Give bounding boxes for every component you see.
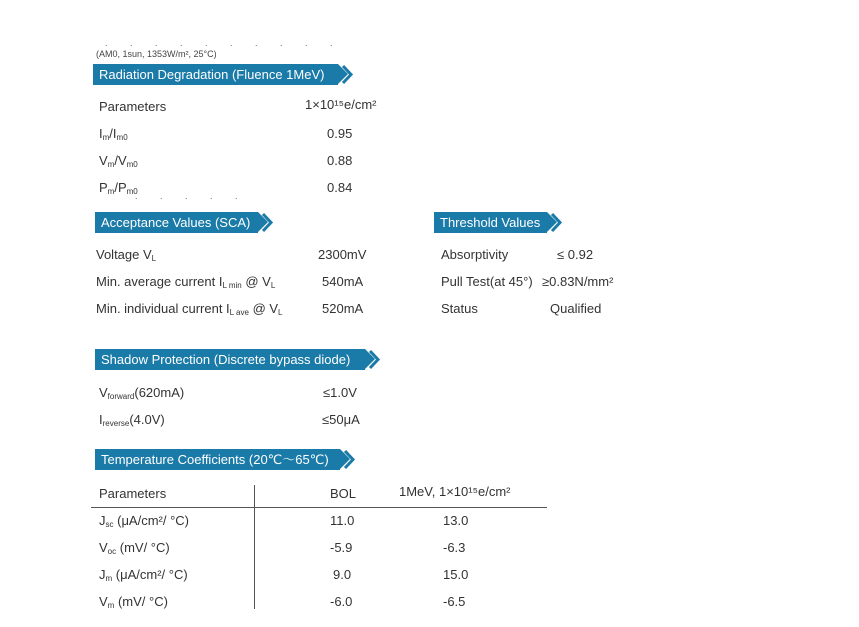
shadow-row-value: ≤1.0V: [323, 385, 357, 400]
threshold-row-label: Absorptivity: [441, 247, 509, 262]
threshold-row-label: Status: [441, 301, 478, 316]
acceptance-row-label: Min. individual current $I_{L ave}$ @ $V_L$: [96, 301, 283, 317]
radiation-title: Radiation Degradation (Fluence 1MeV): [93, 64, 338, 85]
radiation-row-value: 0.88: [327, 153, 353, 168]
temp-row-mev: 13.0: [443, 513, 469, 528]
temp-row-bol: -6.0: [330, 594, 353, 609]
shadow-row-value: ≤50μA: [322, 412, 360, 427]
threshold-header: [434, 212, 574, 233]
acceptance-row-label: Voltage $V_L$: [96, 247, 157, 263]
temp-row-label: $V_{oc}$ (mV/ °C): [99, 540, 170, 556]
radiation-row-value: 0.84: [327, 180, 353, 195]
double-chevron-icon: [343, 449, 359, 470]
radiation-value-header: 1×10¹⁵e/cm²: [305, 97, 377, 112]
threshold-row-label: Pull Test(at 45°): [441, 274, 533, 289]
table-divider-horizontal: [91, 507, 547, 508]
temp-header-bol: BOL: [330, 486, 357, 501]
temp-header-mev: 1MeV, 1×10¹⁵e/cm²: [399, 484, 511, 499]
temp-header-param: Parameters: [99, 486, 167, 501]
threshold-row-value: ≥0.83N/mm²: [542, 274, 614, 289]
shadow-header: [95, 349, 395, 370]
temp-row-mev: -6.3: [443, 540, 466, 555]
temp-row-bol: 9.0: [333, 567, 352, 582]
top-dots: . . . . . . . . . .: [105, 38, 343, 48]
acceptance-header: [95, 212, 285, 233]
radiation-header: [93, 64, 358, 85]
threshold-title: Threshold Values: [434, 212, 547, 233]
radiation-row-label: $P_m/P_{m0}$: [99, 180, 138, 196]
double-chevron-icon: [550, 212, 566, 233]
radiation-row-value: 0.95: [327, 126, 353, 141]
radiation-row-label: $I_m/I_{m0}$: [99, 126, 128, 142]
temperature-header: [95, 449, 370, 470]
radiation-param-header: Parameters: [99, 99, 167, 114]
temp-row-label: $J_m$ (μA/cm²/ °C): [99, 567, 188, 583]
double-chevron-icon: [368, 349, 384, 370]
acceptance-row-value: 540mA: [322, 274, 364, 289]
acceptance-row-value: 2300mV: [318, 247, 367, 262]
shadow-row-label: $V_{forward}(620mA)$: [99, 385, 185, 401]
threshold-row-value: ≤ 0.92: [557, 247, 594, 262]
radiation-row-label: $V_m/V_{m0}$: [99, 153, 138, 169]
double-chevron-icon: [341, 64, 357, 85]
condition-note: (AM0, 1sun, 1353W/m², 25°C): [96, 49, 217, 59]
acceptance-row-value: 520mA: [322, 301, 364, 316]
temperature-title: Temperature Coefficients (20℃～65℃): [95, 449, 340, 470]
temp-row-label: $V_m$ (mV/ °C): [99, 594, 168, 610]
radiation-dots: . . . . .: [135, 191, 248, 201]
temp-row-mev: 15.0: [443, 567, 469, 582]
acceptance-row-label: Min. average current $I_{L min}$ @ $V_L$: [96, 274, 276, 290]
acceptance-title: Acceptance Values (SCA): [95, 212, 258, 233]
temp-row-mev: -6.5: [443, 594, 466, 609]
shadow-row-label: $I_{reverse}(4.0V)$: [99, 412, 165, 428]
double-chevron-icon: [261, 212, 277, 233]
temp-row-bol: -5.9: [330, 540, 353, 555]
temp-row-label: $J_{sc}$ (μA/cm²/ °C): [99, 513, 190, 529]
table-divider-vertical: [254, 485, 255, 609]
shadow-title: Shadow Protection (Discrete bypass diode): [95, 349, 365, 370]
threshold-row-value: Qualified: [550, 301, 602, 316]
temp-row-bol: 11.0: [330, 513, 355, 528]
